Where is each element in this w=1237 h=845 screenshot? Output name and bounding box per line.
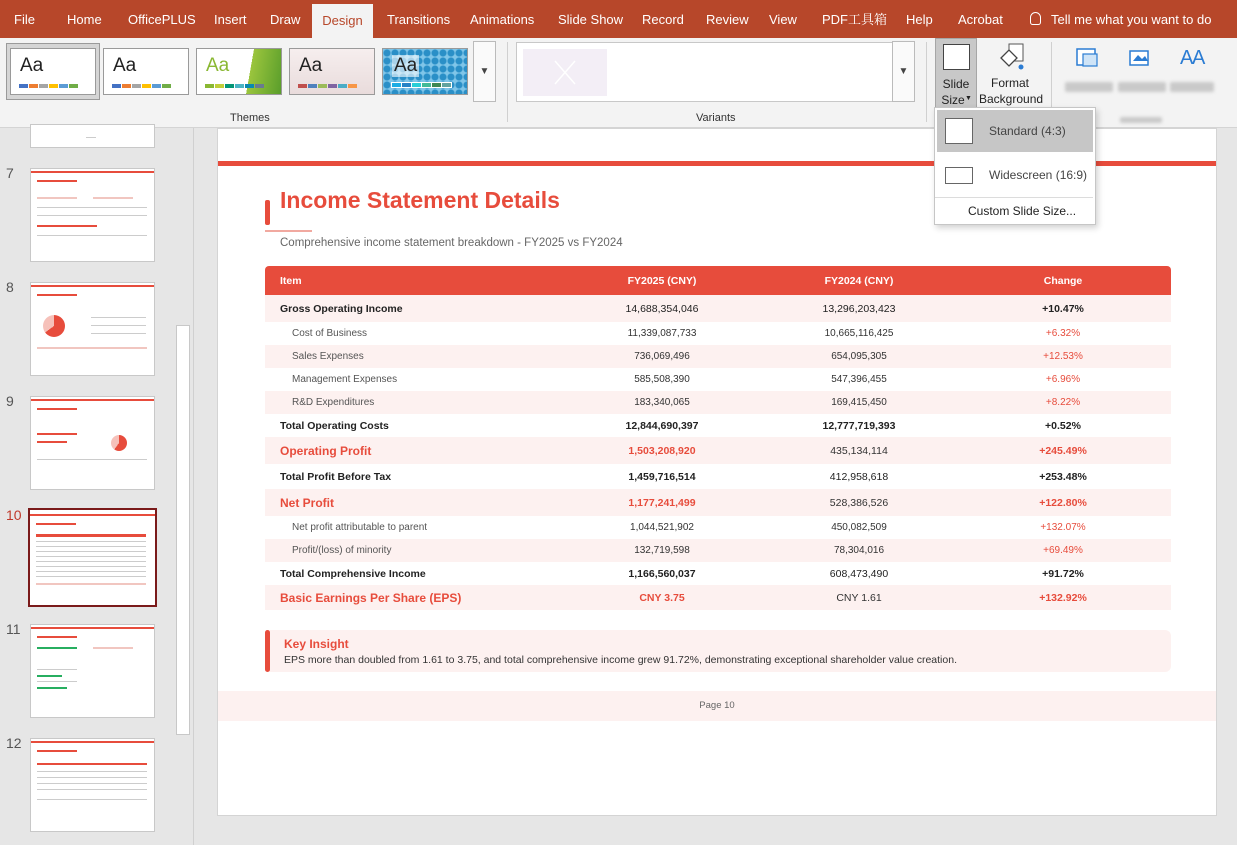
chevron-down-icon: ▼	[479, 66, 490, 77]
slide-number: 9	[6, 393, 14, 409]
tab-review[interactable]: Review	[706, 12, 749, 27]
row-fy2025: 1,166,560,037	[628, 567, 696, 580]
row-fy2024: 450,082,509	[831, 522, 887, 533]
row-item: Basic Earnings Per Share (EPS)	[265, 585, 561, 610]
insight-title: Key Insight	[284, 637, 349, 651]
table-row	[265, 562, 1171, 585]
tab-file[interactable]: File	[14, 12, 35, 27]
insight-accent-bar	[265, 630, 270, 672]
text-style-icon[interactable]	[1178, 44, 1208, 70]
tab-officeplus[interactable]: OfficePLUS	[128, 12, 196, 27]
slide-size-widescreen-option[interactable]	[937, 154, 1093, 196]
tab-pdf-toolbox[interactable]: PDF工具箱	[822, 12, 888, 27]
theme-preview-text: Aa	[113, 55, 137, 76]
row-item: Sales Expenses	[265, 345, 561, 368]
group-separator	[926, 42, 927, 122]
blurred-label	[1118, 82, 1166, 92]
row-item: Net Profit	[265, 489, 561, 516]
row-item: Profit/(loss) of minority	[265, 539, 561, 562]
format-background-label-2: Background	[979, 92, 1044, 106]
slide-thumbnail-7[interactable]	[30, 168, 155, 262]
row-item: Total Comprehensive Income	[280, 567, 426, 580]
slide-size-button[interactable]	[935, 38, 977, 109]
row-change: +245.49%	[955, 437, 1171, 464]
variant-placeholder[interactable]	[523, 49, 607, 96]
standard-size-icon	[945, 118, 973, 144]
theme-color-swatches	[298, 84, 357, 88]
row-item: Gross Operating Income	[265, 295, 561, 322]
row-fy2024: 13,296,203,423	[763, 295, 955, 322]
tell-me-search[interactable]	[1030, 0, 1211, 38]
slide-canvas[interactable]	[217, 128, 1217, 816]
theme-color-swatches	[19, 84, 78, 88]
tab-transitions[interactable]: Transitions	[387, 12, 451, 27]
theme-preview-text: Aa	[20, 55, 44, 76]
paint-bucket-icon	[997, 42, 1027, 72]
slide-thumbnail-pane	[0, 128, 193, 845]
row-change: +69.49%	[955, 539, 1171, 562]
tab-home[interactable]: Home	[67, 12, 102, 27]
addin-tool-icon-2[interactable]	[1127, 45, 1153, 69]
table-row	[265, 516, 1171, 539]
pane-divider	[193, 128, 194, 845]
widescreen-option-label: Widescreen (16:9)	[989, 168, 1088, 182]
theme-color-swatches	[112, 84, 171, 88]
chevron-down-icon: ▼	[965, 95, 972, 102]
lightbulb-icon	[1030, 12, 1041, 25]
chevron-down-icon: ▼	[898, 66, 909, 77]
slide-size-menu	[934, 107, 1096, 225]
slide-thumbnail-12[interactable]	[30, 738, 155, 832]
tab-slide-show[interactable]: Slide Show	[558, 12, 624, 27]
format-background-button[interactable]	[979, 38, 1044, 107]
table-row	[265, 295, 1171, 322]
table-row	[265, 437, 1171, 464]
row-item: Operating Profit	[265, 437, 561, 464]
theme-preview-text: Aa	[299, 55, 323, 76]
column-header: Item	[265, 266, 561, 295]
slide-footer	[218, 691, 1216, 721]
table-row	[265, 345, 1171, 368]
table-row	[265, 414, 1171, 437]
row-fy2025: 132,719,598	[561, 539, 763, 562]
row-fy2024: 654,095,305	[763, 345, 955, 368]
title-underline	[265, 230, 312, 232]
slide-number: 8	[6, 279, 14, 295]
row-fy2024: 608,473,490	[829, 567, 889, 580]
themes-more-button[interactable]	[473, 41, 496, 102]
svg-text:A: A	[1180, 47, 1194, 69]
slide-number: 12	[6, 735, 22, 751]
slide-thumbnail-6[interactable]	[30, 124, 155, 148]
row-fy2024: 547,396,455	[831, 374, 887, 385]
row-change: +8.22%	[955, 391, 1171, 414]
row-fy2025: 14,688,354,046	[561, 295, 763, 322]
svg-text:A: A	[1192, 47, 1206, 69]
row-change: +6.32%	[1045, 328, 1081, 339]
row-fy2024: 78,304,016	[763, 539, 955, 562]
tab-animations[interactable]: Animations	[470, 12, 535, 27]
slide-thumbnail-9[interactable]	[30, 396, 155, 490]
page-number: Page 10	[699, 700, 735, 711]
tab-record[interactable]: Record	[642, 12, 684, 27]
table-row	[265, 391, 1171, 414]
row-change: +12.53%	[955, 345, 1171, 368]
slide-number: 11	[6, 621, 21, 637]
row-item: Total Operating Costs	[280, 419, 389, 432]
custom-option-label: Custom Slide Size...	[968, 204, 1077, 218]
addin-tool-icon-1[interactable]	[1075, 46, 1101, 70]
table-row	[265, 322, 1171, 345]
standard-option-label: Standard (4:3)	[989, 124, 1066, 138]
tab-draw[interactable]: Draw	[270, 12, 301, 27]
key-insight-box[interactable]	[265, 630, 1171, 672]
variants-group-label: Variants	[696, 112, 736, 124]
row-fy2025: 1,177,241,499	[561, 489, 763, 516]
column-header: FY2025 (CNY)	[561, 266, 763, 295]
theme-office-current[interactable]	[10, 48, 96, 95]
tab-design[interactable]: Design	[312, 4, 373, 38]
theme-color-swatches	[391, 82, 452, 88]
slide-thumbnail-8[interactable]	[30, 282, 155, 376]
column-header: FY2024 (CNY)	[763, 266, 955, 295]
row-change: +10.47%	[955, 295, 1171, 322]
row-item: Net profit attributable to parent	[292, 522, 428, 533]
widescreen-size-icon	[945, 167, 973, 184]
insight-text: EPS more than doubled from 1.61 to 3.75, and total comprehensive income grew 91.72%, demonstrating exceptional shareholder value creation.	[284, 654, 957, 666]
row-fy2025: 12,844,690,397	[625, 419, 699, 432]
row-change: +0.52%	[1045, 419, 1081, 432]
slide-size-label-1: Slide	[942, 77, 970, 91]
theme-integral[interactable]	[289, 48, 375, 95]
tab-insert[interactable]: Insert	[214, 12, 247, 27]
row-change: +122.80%	[955, 489, 1171, 516]
row-fy2025: 11,339,087,733	[627, 328, 697, 339]
table-row	[265, 539, 1171, 562]
theme-preview-text: Aa	[206, 55, 230, 76]
blurred-label	[1170, 82, 1214, 92]
row-fy2024: 435,134,114	[763, 437, 955, 464]
variants-gallery[interactable]	[516, 42, 915, 102]
column-header: Change	[955, 266, 1171, 295]
slide-thumbnail-11[interactable]	[30, 624, 155, 718]
row-change: +253.48%	[1039, 470, 1087, 483]
slide-subtitle[interactable]: Comprehensive income statement breakdown - FY2025 vs FY2024	[280, 237, 623, 249]
slide-number-selected: 10	[6, 507, 22, 523]
slide-size-standard-option[interactable]	[937, 110, 1093, 152]
tab-acrobat[interactable]: Acrobat	[958, 12, 1003, 27]
row-fy2025: 736,069,496	[561, 345, 763, 368]
row-item: R&D Expenditures	[265, 391, 561, 414]
row-item: Management Expenses	[292, 374, 398, 385]
theme-ion[interactable]	[382, 48, 468, 95]
income-statement-table[interactable]	[265, 266, 1171, 610]
table-row	[265, 489, 1171, 516]
table-row	[265, 368, 1171, 391]
title-accent-bar	[265, 200, 270, 225]
slide-size-label-2: Size	[941, 93, 965, 107]
ribbon-tab-bar	[0, 0, 1237, 38]
theme-office[interactable]	[103, 48, 189, 95]
row-fy2025: 1,459,716,514	[628, 470, 696, 483]
row-fy2024: 169,415,450	[763, 391, 955, 414]
tab-help[interactable]: Help	[906, 12, 933, 27]
slide-thumbnail-10-selected[interactable]	[28, 508, 157, 607]
table-row	[265, 585, 1171, 610]
tell-me-label: Tell me what you want to do	[1051, 12, 1212, 27]
row-fy2025: 183,340,065	[561, 391, 763, 414]
row-fy2025: 1,503,208,920	[561, 437, 763, 464]
slide-size-icon	[943, 44, 970, 70]
thumbnail-scrollbar-thumb[interactable]	[176, 325, 190, 735]
themes-group-label: Themes	[230, 112, 270, 124]
empty-variant-icon	[523, 49, 607, 96]
variants-more-button[interactable]	[892, 41, 915, 102]
table-row	[265, 464, 1171, 489]
row-fy2025: 585,508,390	[634, 374, 690, 385]
row-change: +132.07%	[1040, 522, 1086, 533]
blurred-label	[1065, 82, 1113, 92]
row-change: +132.92%	[955, 585, 1171, 610]
row-fy2025: 1,044,521,902	[630, 522, 694, 533]
row-change: +91.72%	[1042, 567, 1084, 580]
row-fy2024: 412,958,618	[829, 470, 889, 483]
table-header-row	[265, 266, 1171, 295]
row-fy2025: CNY 3.75	[561, 585, 763, 610]
tab-view[interactable]: View	[769, 12, 797, 27]
theme-preview-text: Aa	[394, 55, 418, 76]
row-fy2024: 528,386,526	[763, 489, 955, 516]
group-separator	[507, 42, 508, 122]
blurred-label	[1120, 117, 1162, 123]
row-fy2024: 12,777,719,393	[822, 419, 896, 432]
row-fy2024: 10,665,116,425	[824, 328, 894, 339]
custom-slide-size-option[interactable]	[937, 198, 1093, 222]
slide-title[interactable]: Income Statement Details	[280, 187, 560, 213]
theme-facet[interactable]	[196, 48, 282, 95]
theme-color-swatches	[205, 84, 264, 88]
row-item: Cost of Business	[292, 328, 368, 339]
row-change: +6.96%	[1045, 374, 1081, 385]
row-item: Total Profit Before Tax	[280, 470, 392, 483]
format-background-label-1: Format	[990, 76, 1029, 90]
row-fy2024: CNY 1.61	[763, 585, 955, 610]
slide-number: 7	[6, 165, 14, 181]
